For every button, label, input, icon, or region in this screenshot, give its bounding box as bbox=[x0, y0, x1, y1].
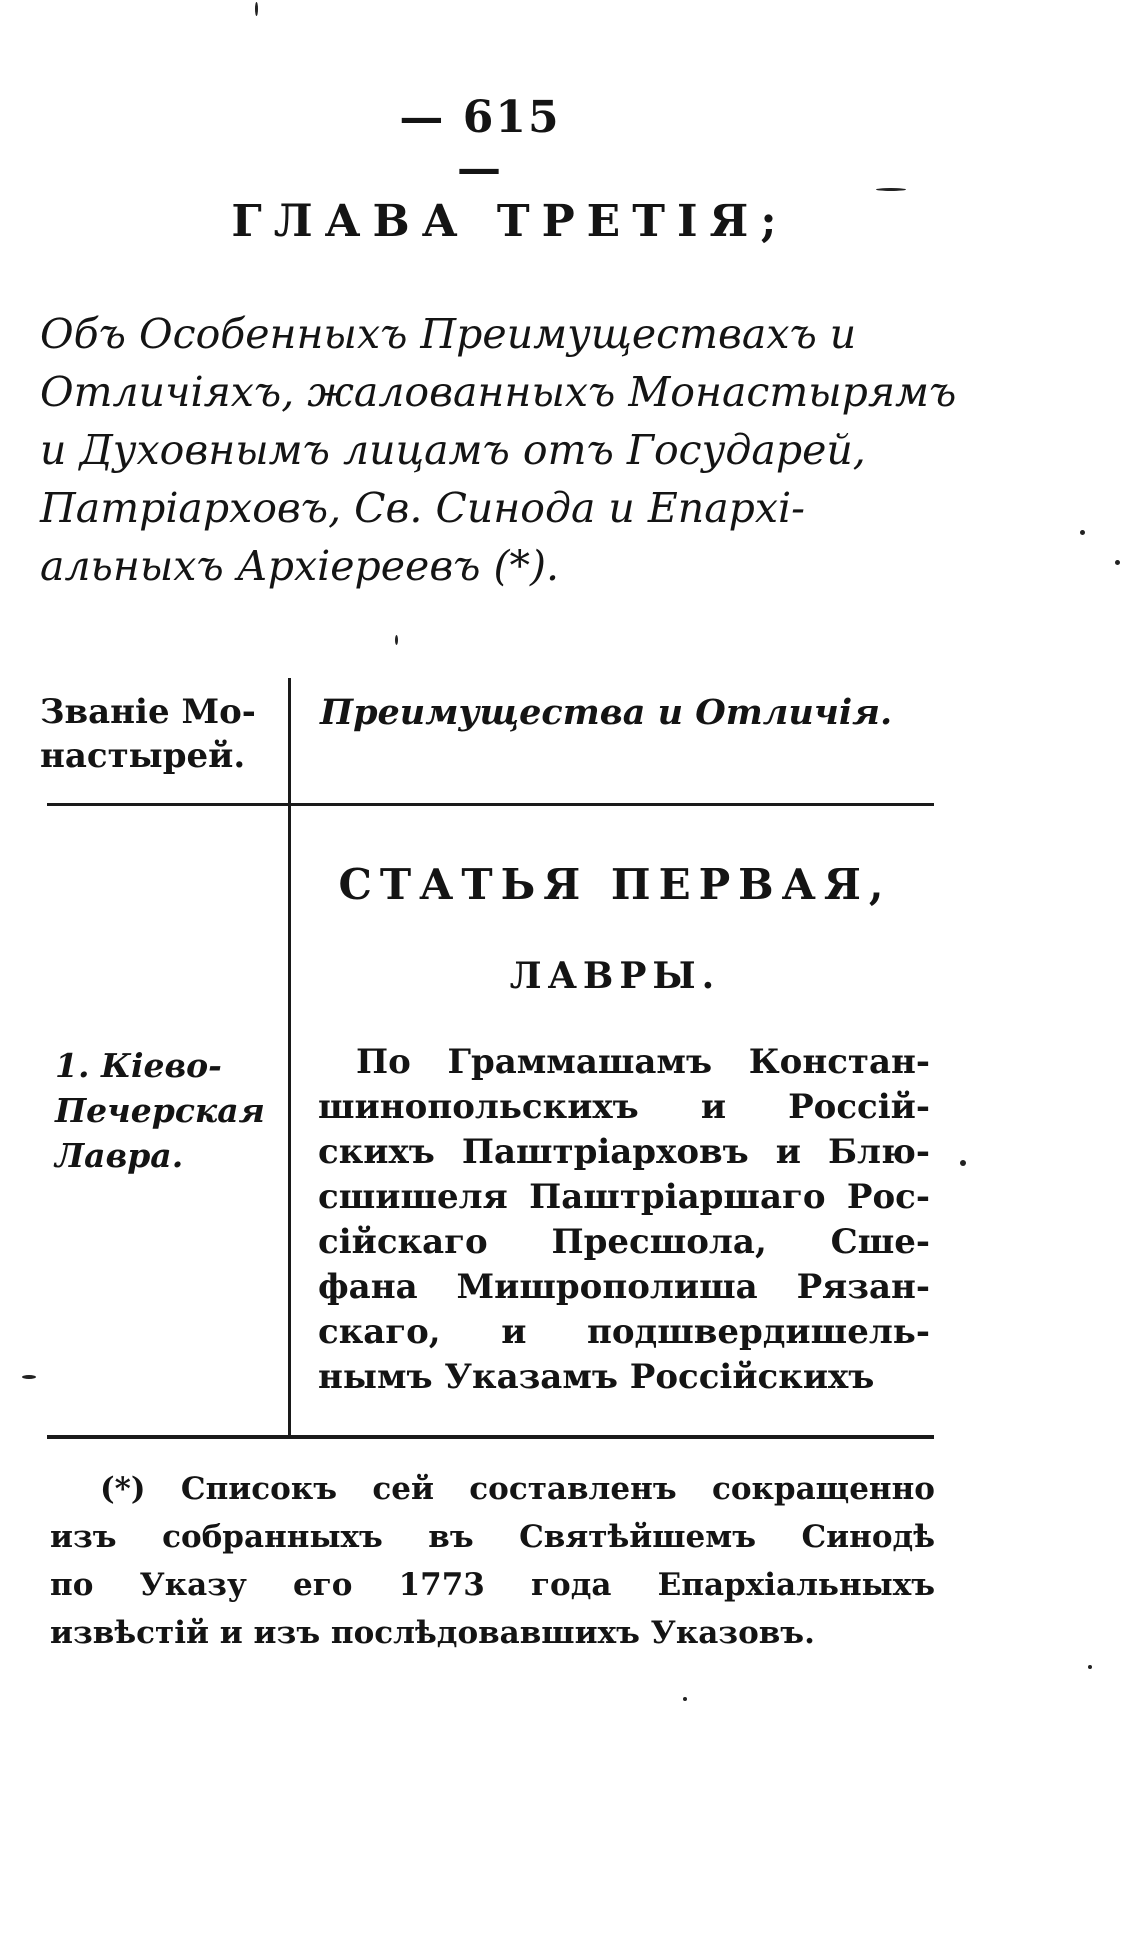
entry-text-line: По Граммашамъ Констан- bbox=[356, 1042, 930, 1082]
column-header-privileges: Преимущества и Отличія. bbox=[320, 692, 893, 733]
section-title: ЛАВРЫ. bbox=[509, 955, 721, 997]
subtitle-line: альныхъ Архіереевъ (*). bbox=[40, 542, 560, 590]
table-header-rule bbox=[47, 803, 934, 806]
entry-text-line: скихъ Паштріарховъ и Блю- bbox=[318, 1132, 930, 1172]
subtitle-line: Объ Особенныхъ Преимуществахъ и bbox=[40, 310, 857, 358]
scan-speck bbox=[255, 2, 258, 16]
entry-monastery-name bbox=[55, 1043, 285, 1178]
scan-speck bbox=[1080, 530, 1085, 535]
column-header-line: Званіе Мо- bbox=[40, 692, 256, 732]
entry-privileges-text bbox=[318, 1040, 930, 1400]
scan-speck bbox=[1088, 1665, 1092, 1669]
scan-speck bbox=[22, 1375, 36, 1379]
footnote-line: изъ собранныхъ въ Святѣйшемъ Синодѣ bbox=[50, 1519, 935, 1555]
entry-text-line: фана Мишрополиша Рязан- bbox=[318, 1267, 930, 1307]
scan-speck bbox=[1115, 560, 1120, 565]
entry-text-line: шинопольскихъ и Россій- bbox=[318, 1087, 930, 1127]
subtitle-line: Патріарховъ, Св. Синода и Епархі- bbox=[40, 484, 805, 532]
footnote-line: по Указу его 1773 года Епархіальныхъ bbox=[50, 1567, 935, 1603]
chapter-title: ГЛАВА ТРЕТІЯ; bbox=[231, 196, 789, 247]
column-header-line: настырей. bbox=[40, 736, 246, 776]
entry-text-line: сшишеля Паштріаршаго Рос- bbox=[318, 1177, 930, 1217]
entry-name-line: 1. Кіево- bbox=[55, 1046, 222, 1085]
table-bottom-rule bbox=[47, 1435, 934, 1439]
scan-speck bbox=[876, 188, 906, 191]
scan-speck bbox=[395, 635, 398, 645]
page-number: — 615 — bbox=[399, 92, 561, 194]
subtitle-line: Отличіяхъ, жалованныхъ Монастырямъ bbox=[40, 368, 957, 416]
entry-name-line: Печерская bbox=[55, 1091, 265, 1130]
column-header-monastery bbox=[40, 690, 285, 778]
subtitle-line: и Духовнымъ лицамъ отъ Государей, bbox=[40, 426, 866, 474]
scan-speck bbox=[683, 1697, 687, 1701]
footnote-line: извѣстій и изъ послѣдовавшихъ Указовъ. bbox=[50, 1615, 815, 1651]
chapter-subtitle bbox=[40, 305, 957, 595]
entry-name-line: Лавра. bbox=[55, 1136, 184, 1175]
table-column-divider bbox=[288, 678, 291, 1438]
entry-text-line: сійскаго Пресшола, Сше- bbox=[318, 1222, 930, 1262]
entry-text-line: нымъ Указамъ Россійскихъ bbox=[318, 1357, 875, 1397]
entry-text-line: скаго, и подшвердишель- bbox=[318, 1312, 930, 1352]
footnote-line: (*) Списокъ сей составленъ сокращенно bbox=[100, 1471, 935, 1507]
scan-speck bbox=[960, 1160, 966, 1166]
footnote bbox=[50, 1465, 935, 1657]
article-title: СТАТЬЯ ПЕРВАЯ, bbox=[338, 860, 892, 909]
